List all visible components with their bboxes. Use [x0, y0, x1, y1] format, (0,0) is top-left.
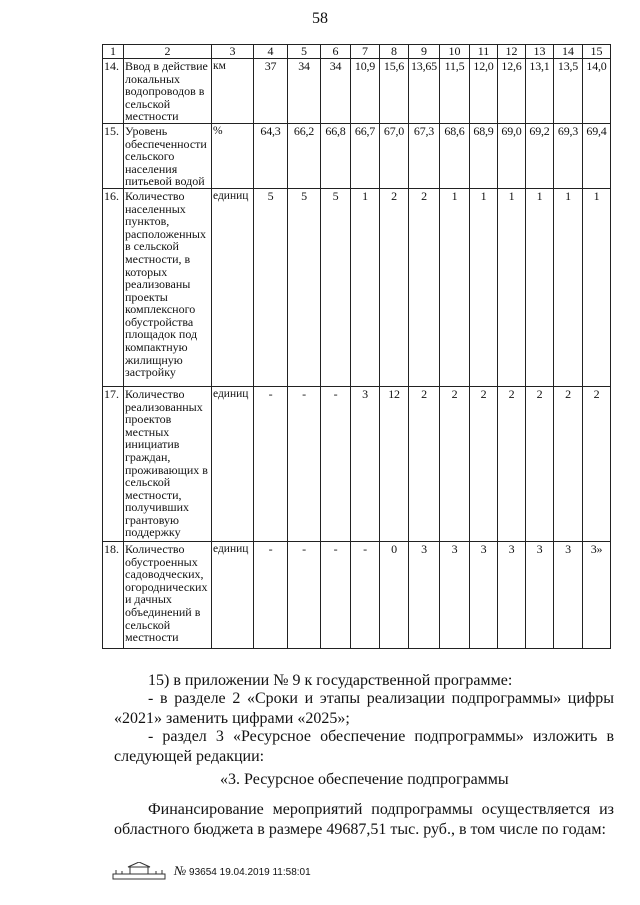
- value-cell: 11,5: [440, 59, 470, 124]
- value-cell: 66,8: [321, 123, 351, 188]
- unit-of-measure: единиц: [212, 541, 254, 648]
- unit-of-measure: единиц: [212, 188, 254, 386]
- table-row: [103, 188, 611, 386]
- column-header: 13: [526, 45, 554, 59]
- value-cell: 2: [470, 386, 498, 541]
- value-cell: 12,0: [470, 59, 498, 124]
- doc-datetime: 19.04.2019 11:58:01: [219, 867, 311, 878]
- table-row: [103, 123, 611, 188]
- value-cell: 12: [380, 386, 409, 541]
- row-number: 14.: [103, 59, 124, 124]
- value-cell: 3: [351, 386, 380, 541]
- column-header: 4: [254, 45, 288, 59]
- value-cell: 0: [380, 541, 409, 648]
- value-cell: 67,0: [380, 123, 409, 188]
- row-number: 17.: [103, 386, 124, 541]
- value-cell: 10,9: [351, 59, 380, 124]
- doc-number-prefix: №: [174, 863, 187, 878]
- value-cell: 69,4: [583, 123, 611, 188]
- indicator-name: Количество реализованных проектов местных инициатив граждан, проживающих в сельской местности, получивших грантовую поддержку: [124, 386, 212, 541]
- value-cell: 2: [380, 188, 409, 386]
- row-number: 15.: [103, 123, 124, 188]
- value-cell: 69,2: [526, 123, 554, 188]
- value-cell: 3: [526, 541, 554, 648]
- value-cell: 34: [321, 59, 351, 124]
- value-cell: -: [288, 386, 321, 541]
- value-cell: 5: [288, 188, 321, 386]
- column-header: 1: [103, 45, 124, 59]
- value-cell: 13,65: [409, 59, 440, 124]
- value-cell: -: [321, 386, 351, 541]
- table-row: [103, 59, 611, 124]
- value-cell: 3: [554, 541, 583, 648]
- value-cell: 3: [409, 541, 440, 648]
- value-cell: 2: [409, 386, 440, 541]
- column-header: 7: [351, 45, 380, 59]
- section-heading: «3. Ресурсное обеспечение подпрограммы: [220, 771, 509, 788]
- value-cell: 1: [526, 188, 554, 386]
- indicators-table: [102, 44, 611, 649]
- column-header: 15: [583, 45, 611, 59]
- value-cell: -: [288, 541, 321, 648]
- paragraph-item-15: 15) в приложении № 9 к государственной программе:: [148, 672, 513, 689]
- column-header: 2: [124, 45, 212, 59]
- column-header: 10: [440, 45, 470, 59]
- value-cell: 2: [440, 386, 470, 541]
- paragraph-section-3: - раздел 3 «Ресурсное обеспечение подпрограммы» изложить в следующей редакции:: [114, 728, 614, 765]
- value-cell: -: [254, 386, 288, 541]
- table-header-row: [103, 45, 611, 59]
- value-cell: 68,9: [470, 123, 498, 188]
- value-cell: 69,0: [498, 123, 526, 188]
- value-cell: 2: [498, 386, 526, 541]
- unit-of-measure: км: [212, 59, 254, 124]
- value-cell: 1: [440, 188, 470, 386]
- unit-of-measure: единиц: [212, 386, 254, 541]
- value-cell: 2: [526, 386, 554, 541]
- document-metadata: [174, 863, 311, 879]
- doc-number: 93654: [189, 867, 217, 878]
- column-header: 9: [409, 45, 440, 59]
- value-cell: 1: [498, 188, 526, 386]
- table-row: [103, 386, 611, 541]
- value-cell: 67,3: [409, 123, 440, 188]
- unit-of-measure: %: [212, 123, 254, 188]
- value-cell: 34: [288, 59, 321, 124]
- indicator-name: Количество населенных пунктов, расположенных в сельской местности, в которых реализованы проекты комплексного обустройства площадок под компактную жилищную застройку: [124, 188, 212, 386]
- row-number: 16.: [103, 188, 124, 386]
- row-number: 18.: [103, 541, 124, 648]
- value-cell: 5: [254, 188, 288, 386]
- value-cell: 3»: [583, 541, 611, 648]
- column-header: 11: [470, 45, 498, 59]
- value-cell: 2: [409, 188, 440, 386]
- column-header: 8: [380, 45, 409, 59]
- value-cell: 14,0: [583, 59, 611, 124]
- value-cell: -: [321, 541, 351, 648]
- value-cell: 12,6: [498, 59, 526, 124]
- value-cell: 2: [554, 386, 583, 541]
- registry-logo-icon: [112, 862, 166, 880]
- value-cell: -: [351, 541, 380, 648]
- value-cell: 66,2: [288, 123, 321, 188]
- value-cell: 69,3: [554, 123, 583, 188]
- value-cell: 13,5: [554, 59, 583, 124]
- value-cell: 15,6: [380, 59, 409, 124]
- indicator-name: Количество обустроенных садоводческих, огороднических и дачных объединений в сельской местности: [124, 541, 212, 648]
- page-number: 58: [312, 10, 328, 27]
- value-cell: 1: [351, 188, 380, 386]
- paragraph-financing: Финансирование мероприятий подпрограммы осуществляется из областного бюджета в размере 49687,51 тыс. руб., в том числе по годам:: [114, 801, 614, 838]
- column-header: 12: [498, 45, 526, 59]
- value-cell: 1: [583, 188, 611, 386]
- column-header: 3: [212, 45, 254, 59]
- table-row: [103, 541, 611, 648]
- value-cell: 1: [554, 188, 583, 386]
- document-footer: [112, 862, 311, 880]
- indicator-name: Уровень обеспеченности сельского населения питьевой водой: [124, 123, 212, 188]
- value-cell: 5: [321, 188, 351, 386]
- value-cell: 2: [583, 386, 611, 541]
- column-header: 6: [321, 45, 351, 59]
- value-cell: 3: [470, 541, 498, 648]
- paragraph-section-2: - в разделе 2 «Сроки и этапы реализации подпрограммы» цифры «2021» заменить цифрами «2025»;: [114, 690, 614, 727]
- value-cell: 64,3: [254, 123, 288, 188]
- value-cell: 37: [254, 59, 288, 124]
- value-cell: 3: [498, 541, 526, 648]
- value-cell: 68,6: [440, 123, 470, 188]
- indicator-name: Ввод в действие локальных водопроводов в сельской местности: [124, 59, 212, 124]
- column-header: 5: [288, 45, 321, 59]
- value-cell: 66,7: [351, 123, 380, 188]
- value-cell: 3: [440, 541, 470, 648]
- value-cell: 13,1: [526, 59, 554, 124]
- value-cell: 1: [470, 188, 498, 386]
- column-header: 14: [554, 45, 583, 59]
- value-cell: -: [254, 541, 288, 648]
